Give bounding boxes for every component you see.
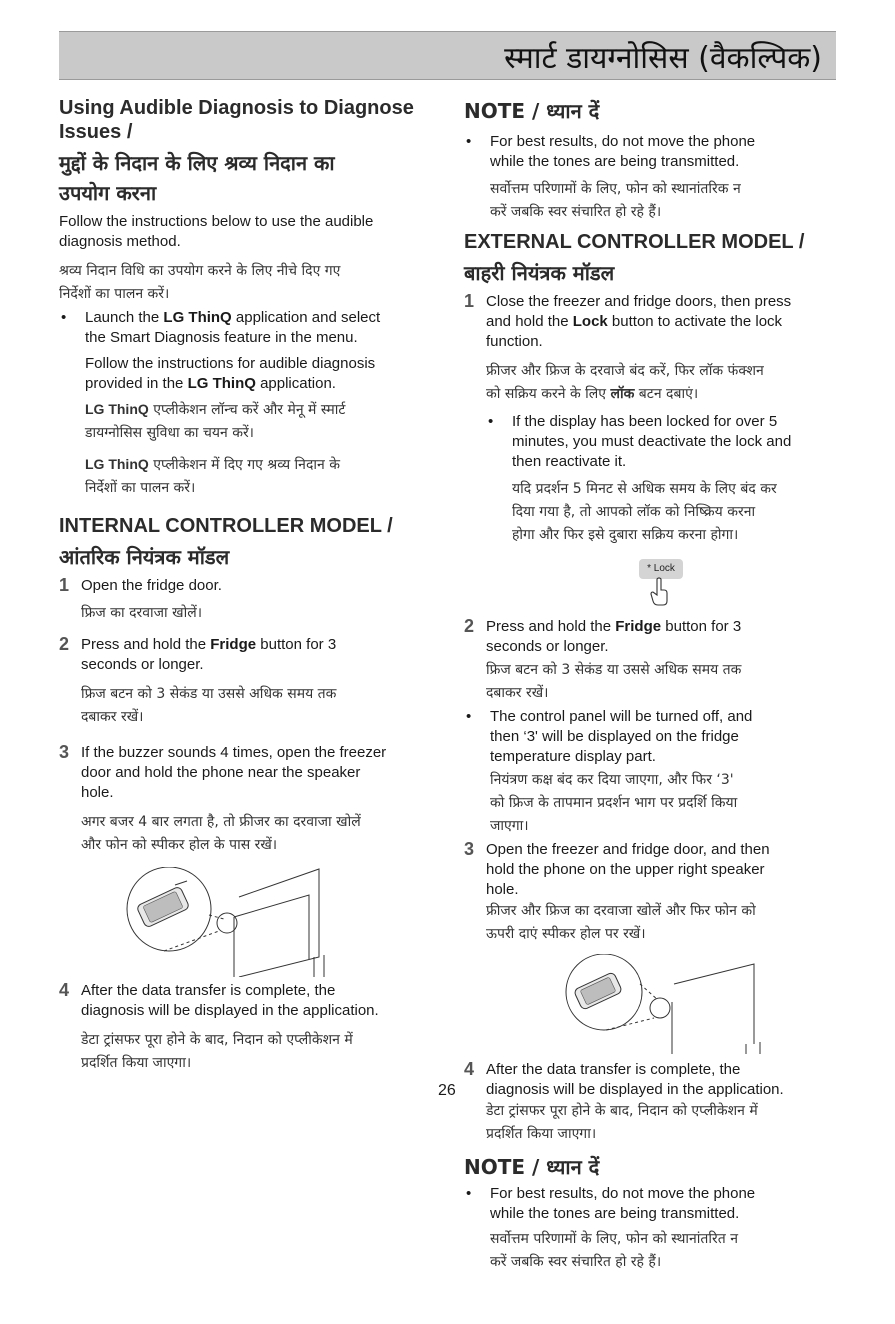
bullet-dot: • — [61, 309, 67, 326]
external-model-heading-hi: बाहरी नियंत्रक मॉडल — [464, 261, 615, 285]
ext-step-2: 2 Press and hold the Fridge button for 3 seconds or longer. फ्रिज बटन को 3 सेकंड या उससे अधिक समय तक दबाकर रखें। — [464, 616, 742, 701]
note-heading: NOTE / ध्यान दें — [464, 99, 600, 123]
ext-step-1: 1 Close the freezer and fridge doors, then press and hold the Lock button to activate the lock function. फ्रीजर और फ्रिज के दरवाजे बंद करें, फिर लॉक फंक्शन को सक्रिय करने के लिए लॉक बटन दबाएं। — [464, 291, 792, 402]
internal-model-heading-hi: आंतरिक नियंत्रक मॉडल — [59, 545, 230, 569]
step-number: 4 — [59, 980, 70, 1000]
ext-step-4: 4 After the data transfer is complete, the diagnosis will be displayed in the application. डेटा ट्रांसफर पूरा होने के बाद, निदान को एप्लीकेशन में प्रदर्शित किया जाएगा। — [464, 1059, 784, 1142]
step-number: 1 — [59, 575, 70, 595]
step-number: 4 — [464, 1059, 475, 1079]
lock-button-illustration — [464, 555, 852, 613]
note-heading-2: NOTE / ध्यान दें — [464, 1155, 600, 1179]
internal-model-heading: INTERNAL CONTROLLER MODEL / — [59, 515, 393, 537]
pointing-hand-icon — [648, 577, 672, 607]
section-heading-en-cont: Issues / — [59, 121, 133, 143]
left-column — [59, 96, 451, 1075]
phone-upper-speaker-image — [554, 954, 784, 1054]
step-4: 4 After the data transfer is complete, the diagnosis will be displayed in the application. डेटा ट्रांसफर पूरा होने के बाद, निदान को एप्लीकेशन में प्रदर्शित किया जाएगा। — [59, 980, 379, 1071]
external-model-heading: EXTERNAL CONTROLLER MODEL / — [464, 231, 805, 253]
intro-text: Follow the instructions below to use the audible — [59, 213, 374, 230]
bullet-launch-app: • Launch the LG ThinQ application and select the Smart Diagnosis feature in the menu. Follow the instructions for audible diagnosis provided in the LG ThinQ application. LG ThinQ एप्लीकेशन लॉन्च करें और मेनू में स्मार्ट डायग्नोसिस सुविधा का चयन करें। LG ThinQ एप्लीकेशन में दिए गए श्रव्य निदान के निर्देशों का पालन करें। — [61, 309, 381, 496]
control-panel-note: • The control panel will be turned off, and then ‘3' will be displayed on the fridge temperature display part. नियंत्रण कक्ष बंद कर दिया जाएगा, और फिर ‘3' को फ्रिज के तापमान प्रदर्शन भाग पर प्रदर्शि किया जाएगा। — [466, 708, 753, 834]
step-2: 2 Press and hold the Fridge button for 3 seconds or longer. फ्रिज बटन को 3 सेकंड या उससे अधिक समय तक दबाकर रखें। — [59, 634, 337, 725]
step-number: 2 — [464, 616, 475, 636]
step-3: 3 If the buzzer sounds 4 times, open the freezer door and hold the phone near the speaker hole. अगर बजर 4 बार लगता है, तो फ्रीजर का दरवाजा खोलें और फोन को स्पीकर होल के पास रखें। — [59, 742, 387, 853]
step-number: 3 — [59, 742, 70, 762]
step-number: 3 — [464, 839, 475, 859]
header-band — [59, 31, 836, 80]
note-item: • For best results, do not move the phone while the tones are being transmitted. सर्वोत्तम परिणामों के लिए, फोन को स्थानांतरिक न करें जबकि स्वर संचारित हो रहे हैं। — [466, 133, 756, 220]
phone-speaker-illustration — [59, 867, 451, 975]
app-name: LG ThinQ — [163, 309, 232, 326]
ext-step-3: 3 Open the freezer and fridge door, and then hold the phone on the upper right speaker hole. फ्रीजर और फ्रिज का दरवाजा खोलें और फिर फोन को ऊपरी दाएं स्पीकर होल पर रखें। — [464, 839, 770, 942]
section-heading-hi-cont: उपयोग करना — [59, 181, 157, 205]
section-heading-en: Using Audible Diagnosis to Diagnose — [59, 97, 414, 119]
section-heading-hi: मुद्दों के निदान के लिए श्रव्य निदान का — [59, 151, 335, 175]
note-item-2: • For best results, do not move the phone while the tones are being transmitted. सर्वोत्तम परिणामों के लिए, फोन को स्थानांतरित न करें जबकि स्वर संचारित हो रहे हैं। — [466, 1185, 756, 1270]
lock-button: * Lock — [639, 559, 683, 579]
page-number: 26 — [438, 1082, 456, 1099]
phone-upper-speaker-illustration — [464, 954, 852, 1054]
step-1: 1 Open the fridge door. फ्रिज का दरवाजा खोलें। — [59, 575, 222, 621]
intro-text-hi: श्रव्य निदान विधि का उपयोग करने के लिए नीचे दिए गए — [59, 263, 341, 279]
intro-text-hi-cont: निर्देशों का पालन करें। — [59, 286, 170, 302]
right-column — [464, 96, 852, 1274]
step-number: 2 — [59, 634, 70, 654]
page-title: स्मार्ट डायग्नोसिस (वैकल्पिक) — [504, 41, 822, 76]
intro-text-cont: diagnosis method. — [59, 233, 181, 250]
lock-reactivate-note: • If the display has been locked for over 5 minutes, you must deactivate the lock and then reactivate it. यदि प्रदर्शन 5 मिनट से अधिक समय के लिए बंद कर दिया गया है, तो आपको लॉक को निष्क्रिय करना होगा और फिर इसे दुबारा सक्रिय करना होगा। — [488, 413, 792, 543]
step-number: 1 — [464, 291, 475, 311]
phone-near-speaker-image — [109, 867, 339, 977]
